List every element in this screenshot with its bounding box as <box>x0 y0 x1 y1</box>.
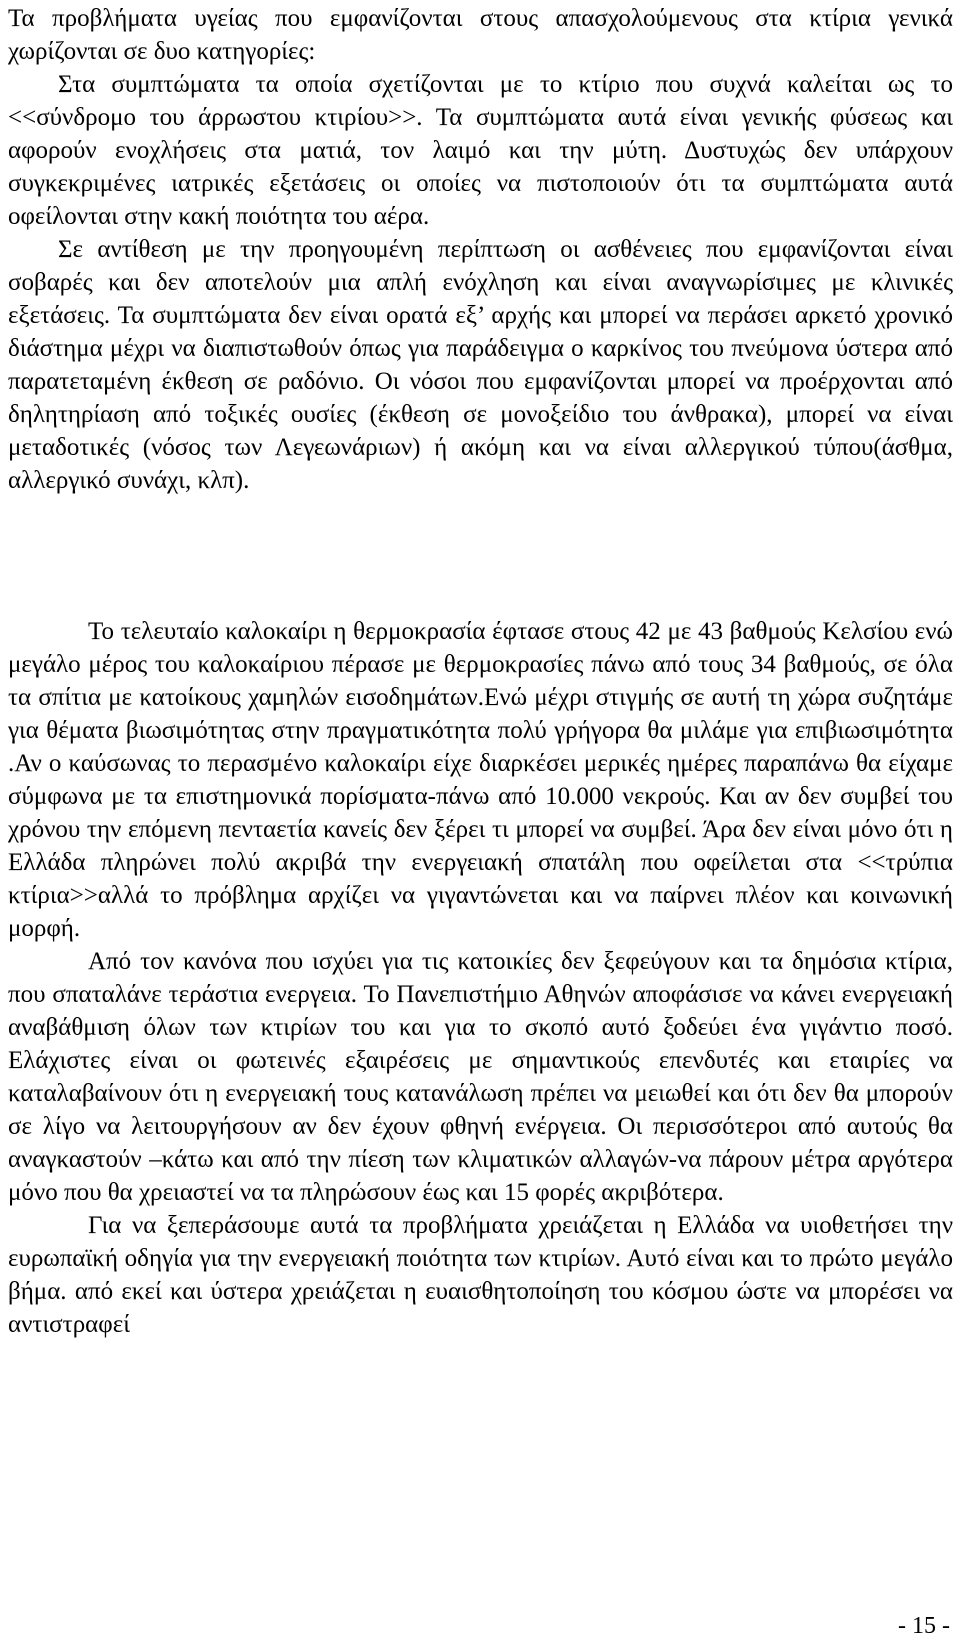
paragraph: Τα προβλήματα υγείας που εμφανίζονται στους απασχολούμενους στα κτίρια γενικά χωρίζονται σε δυο κατηγορίες: <box>8 5 953 65</box>
page-number: - 15 - <box>898 1613 950 1639</box>
text-section-energy <box>8 615 953 1341</box>
paragraph: Σε αντίθεση με την προηγουμένη περίπτωση οι ασθένειες που εμφανίζονται είναι σοβαρές και δεν αποτελούν μια απλή ενόχληση και είναι αναγνωρίσιμες με κλινικές εξετάσεις. Τα συμπτώματα δεν είναι ορατά εξ’ αρχής και μπορεί να περάσει αρκετό χρονικό διάστημα μέχρι να διαπιστωθούν όπως για παράδειγμα ο καρκίνος του πνεύμονα ύστερα από παρατεταμένη έκθεση σε ραδόνιο. Οι νόσοι που εμφανίζονται μπορεί να προέρχονται από δηλητηρίαση από τοξικές ουσίες (έκθεση σε μονοξείδιο του άνθρακα), μπορεί να είναι μεταδοτικές (νόσος των Λεγεωνάριων) ή ακόμη και να είναι αλλεργικού τύπου(άσθμα, αλλεργικό συνάχι, κλπ). <box>8 236 953 494</box>
paragraph: Για να ξεπεράσουμε αυτά τα προβλήματα χρειάζεται η Ελλάδα να υιοθετήσει την ευρωπαϊκή οδηγία για την ενεργειακή ποιότητα των κτιρίων. Αυτό είναι και το πρώτο μεγάλο βήμα. από εκεί και ύστερα χρειάζεται η ευαισθητοποίηση του κόσμου ώστε να μπορέσει να αντιστραφεί <box>8 1212 953 1338</box>
paragraph: Από τον κανόνα που ισχύει για τις κατοικίες δεν ξεφεύγουν και τα δημόσια κτίρια, που σπαταλάνε τεράστια ενεργεια. Το Πανεπιστήμιο Αθηνών αποφάσισε να κάνει ενεργειακή αναβάθμιση όλων των κτιρίων του και για το σκοπό αυτό ξοδεύει ένα γιγάντιο ποσό. Ελάχιστες είναι οι φωτεινές εξαιρέσεις με σημαντικούς επενδυτές και εταιρίες να καταλαβαίνουν ότι η ενεργειακή τους κατανάλωση πρέπει να μειωθεί και ότι δεν θα μπορούν σε λίγο να λειτουργήσουν αν δεν έχουν φθηνή ενέργεια. Οι περισσότεροι από αυτούς θα αναγκαστούν –κάτω και από την πίεση των κλιματικών αλλαγών-να πάρουν μέτρα αργότερα μόνο που θα χρειαστεί να τα πληρώσουν έως και 15 φορές ακριβότερα. <box>8 948 953 1206</box>
paragraph: Στα συμπτώματα τα οποία σχετίζονται με το κτίριο που συχνά καλείται ως το <<σύνδρομο του άρρωστου κτιρίου>>. Τα συμπτώματα αυτά είναι γενικής φύσεως και αφορούν ενοχλήσεις στα ματιά, τον λαιμό και την μύτη. Δυστυχώς δεν υπάρχουν συγκεκριμένες ιατρικές εξετάσεις οι οποίες να πιστοποιούν ότι τα συμπτώματα αυτά οφείλονται στην κακή ποιότητα του αέρα. <box>8 71 953 230</box>
paragraph: Το τελευταίο καλοκαίρι η θερμοκρασία έφτασε στους 42 με 43 βαθμούς Κελσίου ενώ μεγάλο μέρος του καλοκαίριου πέρασε με θερμοκρασίες πάνω από τους 34 βαθμούς, σε όλα τα σπίτια με κατοίκους χαμηλών εισοδημάτων.Ενώ μέχρι στιγμής σε αυτή τη χώρα συζητάμε για θέματα βιωσιμότητας στην πραγματικότητα πολύ γρήγορα θα μιλάμε για επιβιωσιμότητα .Αν ο καύσωνας το περασμένο καλοκαίρι είχε διαρκέσει μερικές ημέρες παραπάνω θα είχαμε σύμφωνα με τα επιστημονικά πορίσματα-πάνω από 10.000 νεκρούς. Και αν δεν συμβεί του χρόνου την επόμενη πενταετία κανείς δεν ξέρει τι μπορεί να συμβεί. Άρα δεν είναι μόνο ότι η Ελλάδα πληρώνει πολύ ακριβά την ενεργειακή σπατάλη που οφείλεται στα <<τρύπια κτίρια>>αλλά το πρόβλημα αρχίζει να γιγαντώνεται και να παίρνει πλέον και κοινωνική μορφή. <box>8 618 953 942</box>
text-section-health-problems <box>8 2 953 497</box>
